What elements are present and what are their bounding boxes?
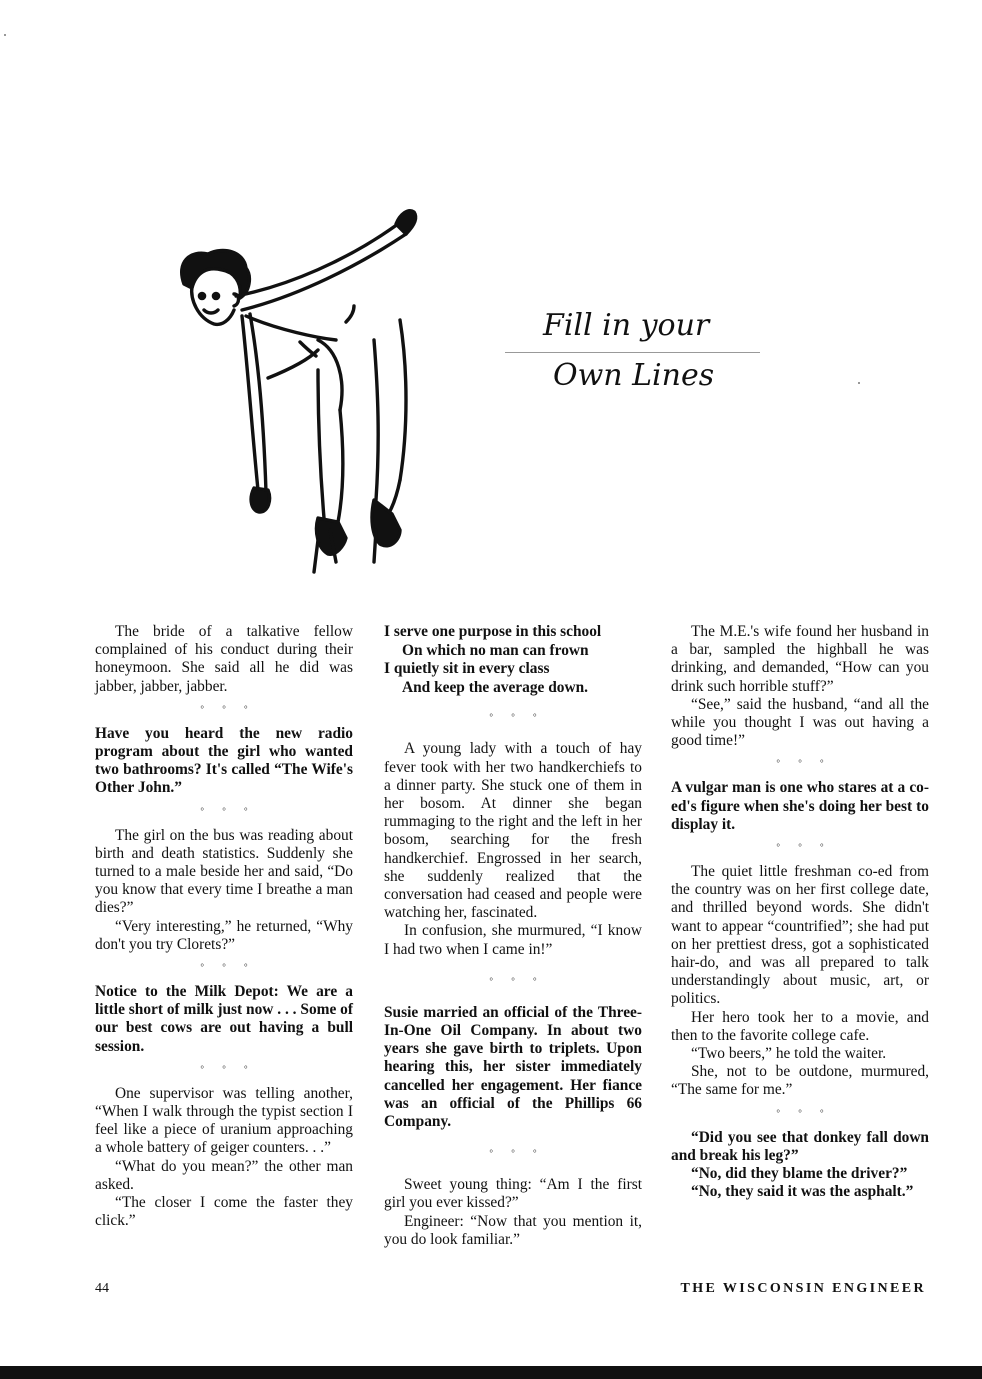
joke-hayfever-paragraph: In confusion, she murmured, “I know I had two when I came in!” [384, 922, 642, 958]
joke-supervisor-paragraph: “What do you mean?” the other man asked. [95, 1157, 353, 1193]
cartoon-woman-illustration [168, 200, 438, 585]
paper-speck [858, 382, 860, 384]
page-title-line-1: Fill in your [543, 308, 710, 343]
joke-vulgar: A vulgar man is one who stares at a co-ed's figure when she's doing her best to display it. [671, 779, 929, 833]
section-separator: ° ° ° [200, 703, 256, 714]
joke-hayfever-paragraph: A young lady with a touch of hay fever took with her two handkerchiefs to a dinner party. She stuck one of them in her bosom. At dinner she began rummaging to the right and the left in her bosom, searching for the fresh handkerchief. Engrossed in her search, she suddenly realized that the conversation had ceased and people were watching her, fascinated. [384, 740, 642, 922]
joke-susie: Susie married an official of the Three-In-One Oil Company. In about two years she gave birth to triplets. Upon hearing this, her sister immediately cancelled her engagement. Her fiance was an official of the Phillips 66 Company. [384, 1003, 642, 1131]
joke-bride: The bride of a talkative fellow complained of his conduct during their honeymoon. She said all he did was jabber, jabber, jabber. [95, 623, 353, 695]
journal-name: THE WISCONSIN ENGINEER [680, 1281, 926, 1296]
joke-coed-paragraph: The quiet little freshman co-ed from the country was on her first college date, and thrilled beyond words. She didn't want to appear “countrified”; she had put on her prettiest dress, got a sophisticated hair-do, and was all prepared to talk understandingly about music, art, or politics. [671, 863, 929, 1008]
section-separator: ° ° ° [776, 1107, 832, 1118]
joke-radio: Have you heard the new radio program about the girl who wanted two bathrooms? It's called “The Wife's Other John.” [95, 724, 353, 797]
joke-bus-paragraph: “Very interesting,” he returned, “Why don't you try Clorets?” [95, 917, 353, 953]
section-separator: ° ° ° [200, 1063, 256, 1074]
joke-donkey-paragraph: “Did you see that donkey fall down and break his leg?” [671, 1128, 929, 1164]
title-rule [505, 352, 760, 353]
joke-supervisor-paragraph: “The closer I come the faster they click.” [95, 1194, 353, 1230]
verse-line: And keep the average down. [402, 678, 588, 696]
joke-me-paragraph: “See,” said the husband, “and all the while you thought I was out having a good time!” [671, 695, 929, 750]
joke-donkey-paragraph: “No, did they blame the driver?” [691, 1165, 908, 1183]
page-number: 44 [95, 1281, 109, 1296]
joke-bus-paragraph: The girl on the bus was reading about birth and death statistics. Suddenly she turned to a male beside her and said, “Do you know that every time I breathe a man dies?” [95, 826, 353, 917]
scan-edge-bar [0, 1366, 982, 1379]
section-separator: ° ° ° [776, 842, 832, 853]
section-separator: ° ° ° [776, 758, 832, 769]
section-separator: ° ° ° [489, 1148, 545, 1159]
joke-kiss-paragraph: Engineer: “Now that you mention it, you do look familiar.” [384, 1212, 642, 1248]
section-separator: ° ° ° [489, 712, 545, 723]
joke-coed-paragraph: “Two beers,” he told the waiter. [691, 1045, 887, 1063]
column-2 [384, 623, 642, 1249]
verse-line: I quietly sit in every class [384, 660, 550, 678]
column-3 [671, 623, 929, 1201]
verse-line: On which no man can frown [402, 641, 589, 659]
joke-milk: Notice to the Milk Depot: We are a little short of milk just now . . . Some of our best cows are out having a bull session. [95, 983, 353, 1055]
joke-coed-paragraph: Her hero took her to a movie, and then to the favorite college cafe. [671, 1008, 929, 1044]
section-separator: ° ° ° [489, 975, 545, 986]
joke-kiss-paragraph: Sweet young thing: “Am I the first girl you ever kissed?” [384, 1176, 642, 1212]
page-title-line-2: Own Lines [553, 358, 715, 393]
section-separator: ° ° ° [200, 805, 256, 816]
paper-speck [4, 34, 6, 36]
verse-line: I serve one purpose in this school [384, 623, 602, 640]
joke-supervisor-paragraph: One supervisor was telling another, “When I walk through the typist section I feel like a piece of uranium approaching a whole battery of geiger counters. . .” [95, 1084, 353, 1157]
joke-me-paragraph: The M.E.'s wife found her husband in a bar, sampled the highball he was drinking, and demanded, “How can you drink such horrible stuff?” [671, 623, 929, 695]
title-block [505, 300, 765, 410]
column-1 [95, 623, 353, 1230]
section-separator: ° ° ° [200, 962, 256, 973]
joke-donkey-paragraph: “No, they said it was the asphalt.” [691, 1183, 914, 1201]
joke-coed-paragraph: She, not to be outdone, murmured, “The same for me.” [671, 1063, 929, 1099]
